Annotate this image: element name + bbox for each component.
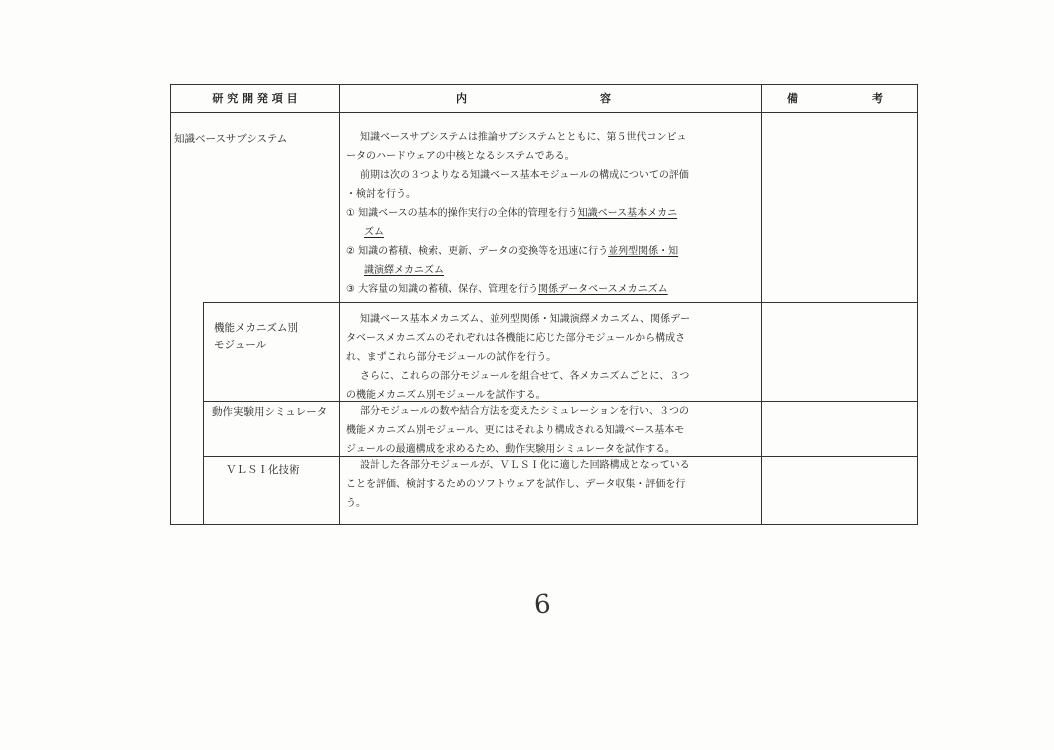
row4-line-2: ことを評価、検討するためのソフトウェアを試作し、データ収集・評価を行 [346,479,686,490]
row1-point-2 [346,242,689,261]
row3-line-2: 機能メカニズム別モジュール、更にはそれより構成される知識ベース基本モ [346,425,685,436]
row2-line-5: の機能メカニズム別モジュールを試作する。 [346,390,546,401]
row1-point-1-num: ① [346,208,355,219]
row1-line-2: ータのハードウェアの中核となるシステムである。 [346,151,575,162]
row1-point-1 [346,204,689,223]
row2-item-label [214,320,298,354]
row1-point-3-num: ③ [346,284,355,295]
header-remarks-label-a: 備 [787,92,798,105]
row3-line-1: 部分モジュールの数や結合方法を変えたシミュレーションを行い、３つの [360,406,689,417]
row4-content [346,456,690,513]
row2-line-3: れ、まずこれら部分モジュールの試作を行う。 [346,352,557,363]
header-rule [170,112,918,113]
row4-line-1: 設計した各部分モジュールが、ＶＬＳＩ化に適した回路構成となっている [360,460,690,471]
header-item-label: 研 究 開 発 項 目 [212,92,298,105]
row4-item-label: ＶＬＳＩ化技術 [226,464,300,476]
row1-point-2-term: 並列型関係・知 [608,246,679,257]
row2-item-line-1: 機能メカニズム別 [214,322,298,334]
row1-line-4: ・検討を行う。 [346,189,416,200]
row1-point-1-cont [346,223,689,242]
row2-line-1: 知識ベース基本メカニズム、並列型関係・知識演繹メカニズム、関係デー [360,314,691,325]
row3-content [346,402,689,459]
row1-line-3: 前期は次の３つよりなる知識ベース基本モジュールの構成についての評価 [360,170,689,181]
row1-point-2-num: ② [346,246,355,257]
row1-content [346,128,689,299]
sub-item-indent-rule [203,302,204,525]
row3-line-3: ジュールの最適構成を求めるため、動作実験用シミュレータを試作する。 [346,444,675,455]
page-number: 6 [532,589,552,621]
row1-line-1: 知識ベースサブシステムは推論サブシステムとともに、第５世代コンピュ [360,132,687,143]
header-content-label-b: 容 [600,92,611,105]
header-content-label-a: 内 [456,92,467,105]
row1-point-1-term-cont: ズム [364,227,384,238]
row1-point-2-cont [346,261,689,280]
row1-point-3-text: 大容量の知識の蓄積、保存、管理を行う [358,284,539,295]
row4-line-3: う。 [346,498,366,509]
row2-content [346,310,690,405]
row2-line-2: タベースメカニズムのそれぞれは各機能に応じた部分モジュールから構成さ [346,333,686,344]
header-remarks-label-b: 考 [872,92,883,105]
col-divider-item [339,84,340,525]
row1-point-3 [346,280,689,299]
col-divider-remarks [761,84,762,525]
row1-point-1-text: 知識ベースの基本的操作実行の全体的管理を行う [358,208,578,219]
row3-item-label: 動作実験用シミュレータ [212,406,328,418]
row1-point-2-term-cont: 識演繹メカニズム [364,265,444,276]
row1-point-3-term: 関係データベースメカニズム [538,284,668,295]
row1-item-label: 知識ベースサブシステム [174,133,288,145]
row2-item-line-2: モジュール [214,339,267,351]
row1-point-1-term: 知識ベース基本メカニ [577,208,678,219]
row2-line-4: さらに、これらの部分モジュールを組合せて、各メカニズムごとに、３つ [360,371,690,382]
row1-point-2-text: 知識の蓄積、検索、更新、データの変換等を迅速に行う [358,246,609,257]
row-rule-1 [203,302,918,303]
